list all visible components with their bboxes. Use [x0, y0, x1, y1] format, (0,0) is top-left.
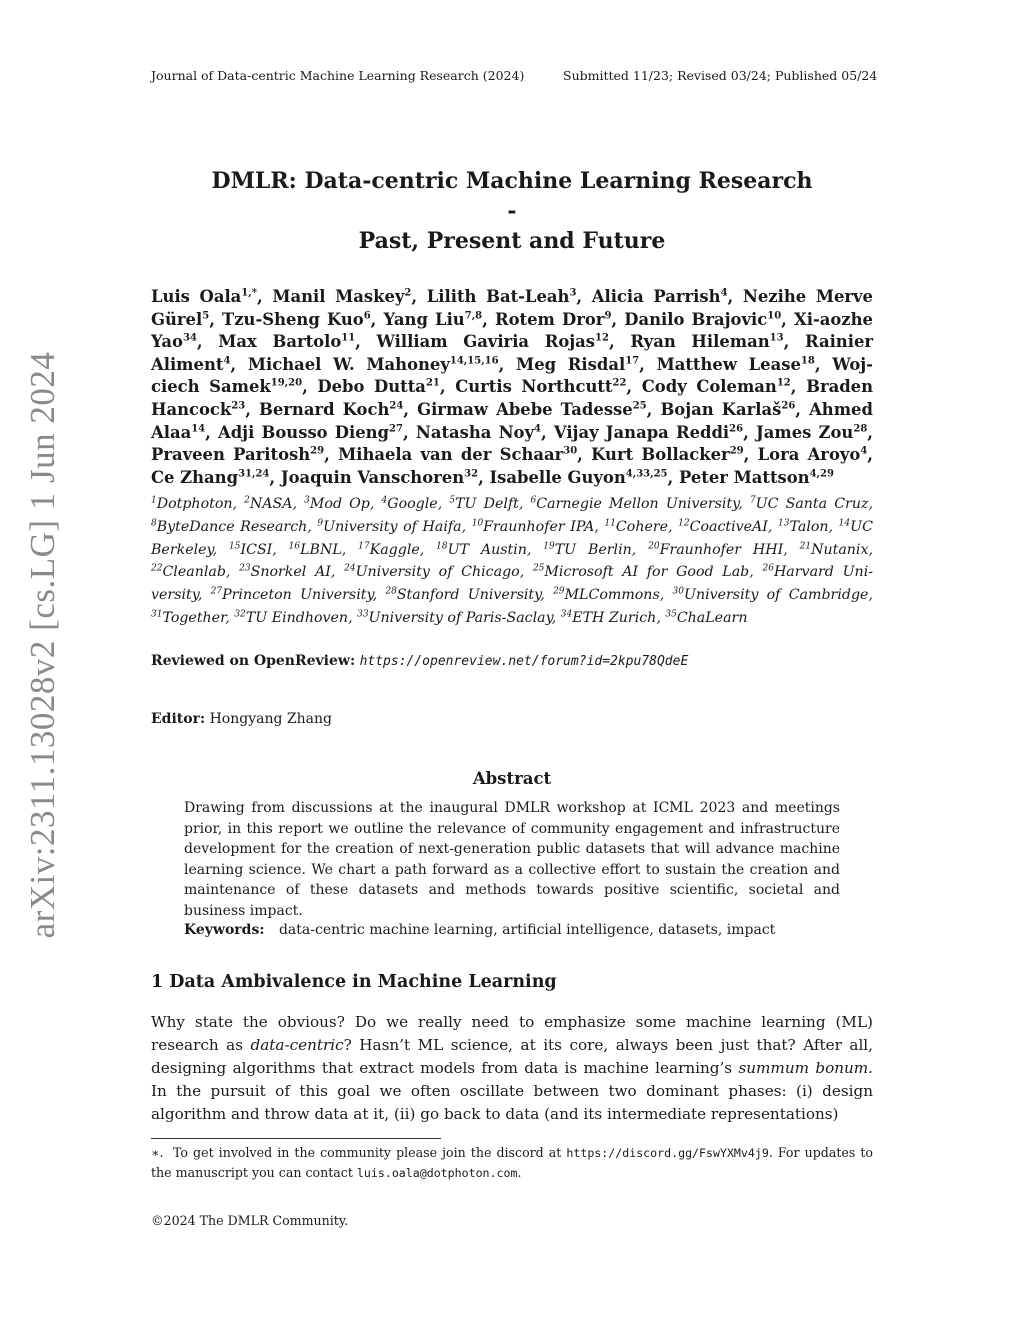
editor-name: Hongyang Zhang — [209, 711, 332, 727]
affiliation-number: 11 — [604, 518, 616, 529]
body-text-part1: Why state the obvious? Do we really need to emphasize some machine learning (ML) research as — [151, 1013, 873, 1054]
affiliation-entry — [673, 587, 869, 603]
openreview-link[interactable]: https://openreview.net/forum?id=2kpu78QdeE — [359, 654, 689, 669]
author-affiliation-marker: 25 — [632, 400, 647, 412]
affiliation-name: University of Cambridge — [683, 587, 869, 604]
editor-line — [151, 711, 332, 727]
affiliation-number: 5 — [449, 495, 456, 506]
running-header-dates: Submitted 11/23; Revised 03/24; Published 05/24 — [563, 68, 878, 83]
author-affiliation-marker: 4 — [223, 355, 231, 367]
affiliation-number: 6 — [530, 495, 537, 506]
affiliation-name: Snorkel AI — [250, 564, 331, 581]
keywords-value: data-centric machine learning, artificial intelligence, datasets, impact — [278, 922, 776, 938]
author-affiliation-marker: 29 — [310, 445, 325, 457]
affiliation-entry — [317, 519, 461, 535]
author-entry — [222, 310, 371, 329]
affiliation-entry — [472, 519, 595, 535]
author-entry — [455, 377, 626, 396]
author-name: Rotem Dror — [494, 309, 605, 329]
author-name: Lora Aroyo — [757, 445, 861, 465]
keywords-line — [184, 922, 775, 938]
affiliation-entry — [151, 610, 225, 626]
affiliation-entry — [344, 564, 520, 580]
author-affiliation-marker: 24 — [389, 400, 404, 412]
affiliation-number: 10 — [471, 518, 484, 529]
author-affiliation-marker: 6 — [363, 310, 371, 322]
author-entry — [248, 355, 499, 374]
footnote-text2: . For updates to the manuscript you can contact — [151, 1145, 873, 1180]
author-name: Tzu-Sheng Kuo — [222, 309, 364, 329]
author-name: Natasha Noy — [415, 422, 535, 442]
affiliation-number: 8 — [151, 518, 157, 529]
author-entry — [427, 287, 577, 306]
author-affiliation-marker: 4 — [534, 423, 541, 435]
author-name: Peter Mattson — [678, 467, 810, 487]
affiliation-entry — [229, 542, 272, 558]
affiliation-entry — [211, 587, 373, 603]
author-affiliation-marker: 28 — [853, 423, 868, 435]
affiliation-name: TU Eindhoven — [245, 609, 349, 626]
affiliation-entry — [800, 542, 869, 558]
affiliation-number: 31 — [151, 609, 163, 620]
author-list: Luis Oala$^{1,*}$, Manil Maskey$^2$, Lilith Bat-Leah$^3$, Alicia Parrish$^4$, Nezihe Merve Gürel$^5$, Tzu-Sheng Kuo$^6$, Yang Liu$^{7,8}$, Rotem Dror$^9$, Danilo Brajovic$^{10}$, Xi-aozhe Yao$^{34}$, Max Bartolo$^{11}$, William Gaviria Rojas$^{12}$, Ryan Hileman$^{13}$, Rainier Aliment$^4$, Michael W. Mahoney$^{14,15,16}$, Meg Risdal$^{17}$, Matthew Lease$^{18}$, Woj-ciech Samek$^{19,20}$, Debo Dutta$^{21}$, Curtis Northcutt$^{22}$, Cody Coleman$^{12}$, Braden Hancock$^{23}$, Bernard Koch$^{24}$, Girmaw Abebe Tadesse$^{25}$, Bojan Karlaš$^{26}$, Ahmed Alaa$^{14}$, Adji Bousso Dieng$^{27}$, Natasha Noy$^4$, Vijay Janapa Reddi$^{26}$, James Zou$^{28}$, Praveen Paritosh$^{29}$, Mihaela van der Schaar$^{30}$, Kurt Bollacker$^{29}$, Lora Aroyo$^4$, Ce Zhang$^{31,24}$, Joaquin Vanschoren$^{32}$, Isabelle Guyon$^{4,33,25}$, Peter Mattson$^{4,29}$ — [151, 287, 874, 487]
author-name: Rainier Aliment — [151, 332, 874, 374]
footnote-mark: ∗. — [151, 1145, 164, 1160]
author-entry — [151, 445, 324, 464]
affiliation-name: Fraunhofer HHI — [659, 541, 784, 558]
author-entry — [151, 468, 269, 487]
author-entry — [272, 287, 411, 306]
affiliation-name: Microsoft AI for Good Lab — [544, 564, 750, 581]
affiliation-entry — [543, 542, 632, 558]
affiliation-name: Princeton University — [222, 587, 373, 604]
author-affiliation-marker: 4 — [720, 287, 728, 299]
affiliation-name: CoactiveAI — [689, 518, 768, 535]
affiliation-number: 30 — [672, 586, 684, 597]
author-entry — [516, 355, 639, 374]
author-name: Joaquin Vanschoren — [280, 467, 465, 487]
author-entry — [495, 310, 611, 329]
affiliation-number: 20 — [648, 540, 660, 551]
affiliation-name: TU Berlin — [554, 541, 632, 558]
affiliation-number: 15 — [229, 540, 241, 551]
author-affiliation-marker: 32 — [464, 468, 479, 480]
author-entry — [317, 377, 439, 396]
affiliation-name: ETH Zurich — [572, 609, 657, 626]
author-entry — [338, 445, 577, 464]
affiliation-name: Carnegie Mellon University — [536, 496, 739, 512]
affiliation-name: ChaLearn — [676, 609, 748, 626]
author-affiliation-marker: 22 — [612, 377, 627, 389]
section-body-text — [151, 1011, 873, 1126]
paper-title-line1: DMLR: Data-centric Machine Learning Research — [211, 168, 813, 194]
affiliation-entry — [436, 542, 527, 558]
affiliation-entry — [678, 519, 768, 535]
author-name: Girmaw Abebe Tadesse — [417, 399, 633, 419]
affiliation-name: ByteDance Research — [156, 518, 308, 535]
affiliation-number: 17 — [358, 540, 370, 551]
affiliation-name: University of Chicago — [355, 564, 520, 581]
author-affiliation-marker: 4 — [860, 445, 868, 457]
paper-title-line2: Past, Present and Future — [358, 228, 666, 254]
affiliation-name: UC Santa Cruz — [755, 496, 869, 512]
affiliation-number: 33 — [357, 609, 369, 620]
author-affiliation-marker: 26 — [781, 400, 796, 412]
affiliation-name: ICSI — [240, 541, 273, 558]
affiliation-number: 27 — [210, 586, 223, 597]
affiliation-number: 13 — [778, 518, 790, 529]
author-affiliation-marker: 2 — [404, 287, 412, 299]
author-name: Mihaela van der Schaar — [338, 445, 564, 465]
affiliation-number: 9 — [317, 518, 324, 529]
section-heading: 1 Data Ambivalence in Machine Learning — [151, 972, 557, 992]
paper-title-dash: - — [507, 198, 517, 224]
author-entry — [591, 445, 743, 464]
author-name: Cody Coleman — [641, 377, 777, 397]
author-affiliation-marker: 5 — [202, 310, 210, 322]
author-entry — [592, 287, 728, 306]
author-name: Ryan Hileman — [630, 332, 770, 352]
author-name: Vijay Janapa Reddi — [553, 422, 730, 442]
affiliation-name: Mod Op — [309, 496, 370, 512]
affiliation-entry — [604, 519, 668, 535]
affiliation-name: Cleanlab — [162, 564, 226, 581]
keywords-label: Keywords: — [184, 922, 265, 938]
author-name: Danilo Brajovic — [624, 309, 768, 329]
author-name: Max Bartolo — [218, 332, 342, 352]
author-name: Nezihe Merve Gürel — [151, 287, 873, 329]
affiliation-entry — [151, 519, 307, 535]
author-entry — [657, 355, 815, 374]
author-name: Matthew Lease — [656, 354, 801, 374]
author-entry — [758, 445, 868, 464]
body-text-part2: ? Hasn’t ML science, at its core, always been just that? After all, designing algorithms that extract models from data is machine learning’s — [151, 1036, 873, 1077]
author-name: Meg Risdal — [516, 354, 626, 374]
author-entry — [377, 332, 609, 351]
author-entry — [218, 332, 355, 351]
affiliation-number: 21 — [799, 540, 812, 551]
arxiv-identifier: arXiv:2311.13028v2 [cs.LG] 1 Jun 2024 — [23, 351, 62, 939]
affiliation-entry — [244, 496, 292, 512]
affiliation-entry — [382, 496, 438, 512]
affiliation-number: 2 — [244, 495, 250, 506]
author-entry — [554, 423, 743, 442]
affiliation-number: 28 — [385, 586, 397, 597]
affiliation-entry — [553, 587, 660, 603]
author-affiliation-marker: 1,* — [241, 287, 257, 299]
author-entry — [756, 423, 867, 442]
author-affiliation-marker: 14,15,16 — [449, 355, 499, 367]
affiliation-name: Nutanix — [811, 541, 869, 558]
author-entry — [417, 400, 647, 419]
affiliation-number: 32 — [234, 609, 246, 620]
review-line — [151, 653, 688, 669]
author-affiliation-marker: 7,8 — [464, 310, 483, 322]
author-entry — [624, 310, 781, 329]
discord-link[interactable]: https://discord.gg/FswYXMv4j9 — [566, 1146, 769, 1160]
author-name: Bojan Karlaš — [660, 399, 782, 419]
author-name: Alicia Parrish — [591, 287, 721, 306]
author-affiliation-marker: 10 — [767, 310, 782, 322]
author-name: Manil Maskey — [272, 287, 405, 306]
author-affiliation-marker: 4,33,25 — [625, 468, 668, 480]
affiliation-entry — [234, 610, 348, 626]
author-name: Bernard Koch — [259, 399, 390, 419]
editor-label: Editor: — [151, 711, 206, 727]
affiliation-number: 7 — [749, 495, 756, 506]
affiliation-name: Kaggle — [369, 541, 420, 558]
author-name: James Zou — [755, 422, 854, 442]
author-entry — [384, 310, 483, 329]
author-name: Lilith Bat-Leah — [426, 287, 570, 306]
affiliation-entry — [357, 610, 552, 626]
author-name: Woj-ciech Samek — [151, 354, 873, 397]
running-header-journal: Journal of Data-centric Machine Learning Research (2024) — [151, 68, 525, 83]
author-name: Curtis Northcutt — [455, 377, 613, 397]
author-name: Yang Liu — [383, 309, 465, 329]
abstract-heading: Abstract — [472, 769, 552, 788]
author-entry — [416, 423, 541, 442]
author-affiliation-marker: 9 — [604, 310, 612, 322]
affiliation-name: University of Paris-Saclay — [368, 609, 552, 626]
author-entry — [218, 423, 403, 442]
affiliation-name: Dotphoton — [156, 496, 233, 512]
affiliation-entry — [449, 496, 519, 512]
affiliation-number: 34 — [560, 609, 573, 620]
abstract-text: Drawing from discussions at the inaugural DMLR workshop at ICML 2023 and meetings prior, in this report we outline the relevance of community engagement and infrastructure development for the creation of next-generation public datasets that will advance machine learning science. We chart a path forward as a collective effort to sustain the creation and maintenance of these datasets and methods towards positive scientific, societal and business impact. — [184, 800, 840, 919]
author-name: Kurt Bollacker — [591, 445, 730, 465]
author-name: Praveen Paritosh — [151, 445, 311, 465]
body-text-emphasis-datacentric: data-centric — [250, 1036, 344, 1054]
footnote-text3: . — [517, 1165, 522, 1180]
author-name: Braden Hancock — [151, 377, 874, 419]
author-name: Xi-aozhe Yao — [151, 309, 873, 352]
affiliation-entry — [750, 496, 869, 512]
author-affiliation-marker: 19,20 — [270, 377, 303, 389]
author-name: Ce Zhang — [151, 467, 239, 487]
affiliation-number: 14 — [838, 518, 851, 529]
affiliation-entry — [665, 610, 747, 626]
affiliation-entry — [778, 519, 829, 535]
author-affiliation-marker: 14 — [191, 423, 206, 435]
affiliation-number: 1 — [151, 495, 157, 506]
affiliation-number: 29 — [553, 586, 565, 597]
author-name: Luis Oala — [151, 287, 242, 306]
author-name: Isabelle Guyon — [489, 467, 626, 487]
review-label: Reviewed on OpenReview: — [151, 653, 356, 669]
affiliation-name: LBNL — [300, 541, 342, 558]
affiliation-number: 25 — [532, 563, 545, 574]
affiliation-number: 3 — [304, 495, 310, 506]
affiliation-entry — [151, 564, 226, 580]
author-name: Michael W. Mahoney — [247, 354, 450, 374]
author-entry — [259, 400, 403, 419]
affiliation-name: Fraunhofer IPA — [483, 518, 595, 535]
author-affiliation-marker: 31,24 — [238, 468, 270, 480]
author-affiliation-marker: 4,29 — [809, 468, 834, 480]
affiliation-name: Harvard Uni-versity — [151, 564, 874, 604]
footnote-rule — [151, 1138, 441, 1139]
author-affiliation-marker: 13 — [769, 332, 784, 344]
contact-email-link[interactable]: luis.oala@dotphoton.com — [356, 1166, 518, 1180]
affiliation-number: 22 — [151, 563, 163, 574]
affiliation-number: 4 — [381, 495, 388, 506]
affiliation-entry — [533, 564, 749, 580]
affiliation-name: University of Haifa — [323, 518, 462, 535]
affiliation-number: 24 — [344, 563, 356, 574]
author-affiliation-marker: 12 — [776, 377, 791, 389]
author-entry — [642, 377, 791, 396]
affiliation-name: Together — [162, 609, 226, 626]
affiliation-number: 26 — [762, 563, 774, 574]
affiliation-name: UT Austin — [447, 541, 527, 558]
author-entry — [630, 332, 783, 351]
affiliation-name: MLCommons — [564, 587, 660, 604]
author-affiliation-marker: 12 — [595, 332, 609, 344]
author-affiliation-marker: 3 — [569, 287, 577, 299]
author-affiliation-marker: 18 — [800, 355, 815, 367]
footnote — [151, 1143, 873, 1183]
author-affiliation-marker: 17 — [625, 355, 640, 367]
affiliation-name: Stanford University — [396, 587, 541, 604]
author-entry — [679, 468, 834, 487]
author-affiliation-marker: 30 — [563, 445, 578, 457]
affiliation-entry — [304, 496, 370, 512]
author-affiliation-marker: 21 — [425, 377, 440, 389]
author-entry — [281, 468, 478, 487]
affiliation-number: 18 — [436, 540, 448, 551]
affiliation-name: UC Berkeley — [151, 518, 873, 558]
body-text-emphasis-summum-bonum: summum bonum. — [738, 1059, 874, 1077]
affiliation-list: $^1$Dotphoton, $^2$NASA, $^3$Mod Op, $^4$Google, $^5$TU Delft, $^6$Carnegie Mellon University, $^7$UC Santa Cruz, $^8$ByteDance Research, $^9$University of Haifa, $^{10}$Fraunhofer IPA, $^{11}$Cohere, $^{12}$CoactiveAI, $^{13}$Talon, $^{14}$UC Berkeley, $^{15}$ICSI, $^{16}$LBNL, $^{17}$Kaggle, $^{18}$UT Austin, $^{19}$TU Berlin, $^{20}$Fraunhofer HHI, $^{21}$Nutanix, $^{22}$Cleanlab, $^{23}$Snorkel AI, $^{24}$University of Chicago, $^{25}$Microsoft AI for Good Lab, $^{26}$Harvard Uni-versity, $^{27}$Princeton University, $^{28}$Stanford University, $^{29}$MLCommons, $^{30}$University of Cambridge, $^{31}$Together, $^{32}$TU Eindhoven, $^{33}$University of Paris-Saclay, $^{34}$ETH Zurich, $^{35}$ChaLearn — [151, 495, 874, 626]
affiliation-entry — [358, 542, 420, 558]
affiliation-entry — [289, 542, 342, 558]
body-text-part3: In the pursuit of this goal we often oscillate between two dominant phases: (i) design algorithm and throw data at it, (ii) go back to data (and its intermediate representations) — [151, 1082, 873, 1123]
author-affiliation-marker: 27 — [389, 423, 403, 435]
affiliation-number: 23 — [239, 563, 251, 574]
author-affiliation-marker: 29 — [729, 445, 744, 457]
author-affiliation-marker: 11 — [341, 332, 356, 344]
affiliation-entry — [151, 496, 233, 512]
author-name: William Gaviria Rojas — [376, 332, 596, 352]
author-affiliation-marker: 26 — [729, 423, 744, 435]
author-affiliation-marker: 34 — [182, 332, 197, 344]
affiliation-number: 12 — [678, 518, 690, 529]
affiliation-entry — [648, 542, 783, 558]
author-affiliation-marker: 23 — [231, 400, 246, 412]
affiliation-number: 19 — [543, 540, 555, 551]
affiliation-name: Cohere — [615, 518, 669, 535]
affiliation-number: 35 — [665, 609, 677, 620]
affiliation-name: Google — [387, 496, 438, 512]
copyright-notice: ©2024 The DMLR Community. — [151, 1213, 349, 1228]
author-entry — [660, 400, 795, 419]
affiliation-name: Talon — [789, 518, 829, 535]
author-entry — [151, 287, 257, 306]
affiliation-entry — [385, 587, 540, 603]
author-name: Ahmed Alaa — [151, 399, 873, 442]
author-entry — [489, 468, 667, 487]
affiliation-entry — [531, 496, 739, 512]
affiliation-name: NASA — [249, 496, 293, 512]
affiliation-name: TU Delft — [455, 496, 519, 512]
author-name: Debo Dutta — [317, 377, 426, 397]
affiliation-number: 16 — [288, 540, 301, 551]
author-name: Adji Bousso Dieng — [218, 422, 390, 442]
affiliation-entry — [561, 610, 657, 626]
affiliation-entry — [239, 564, 331, 580]
footnote-text1: To get involved in the community please join the discord at — [173, 1145, 567, 1160]
